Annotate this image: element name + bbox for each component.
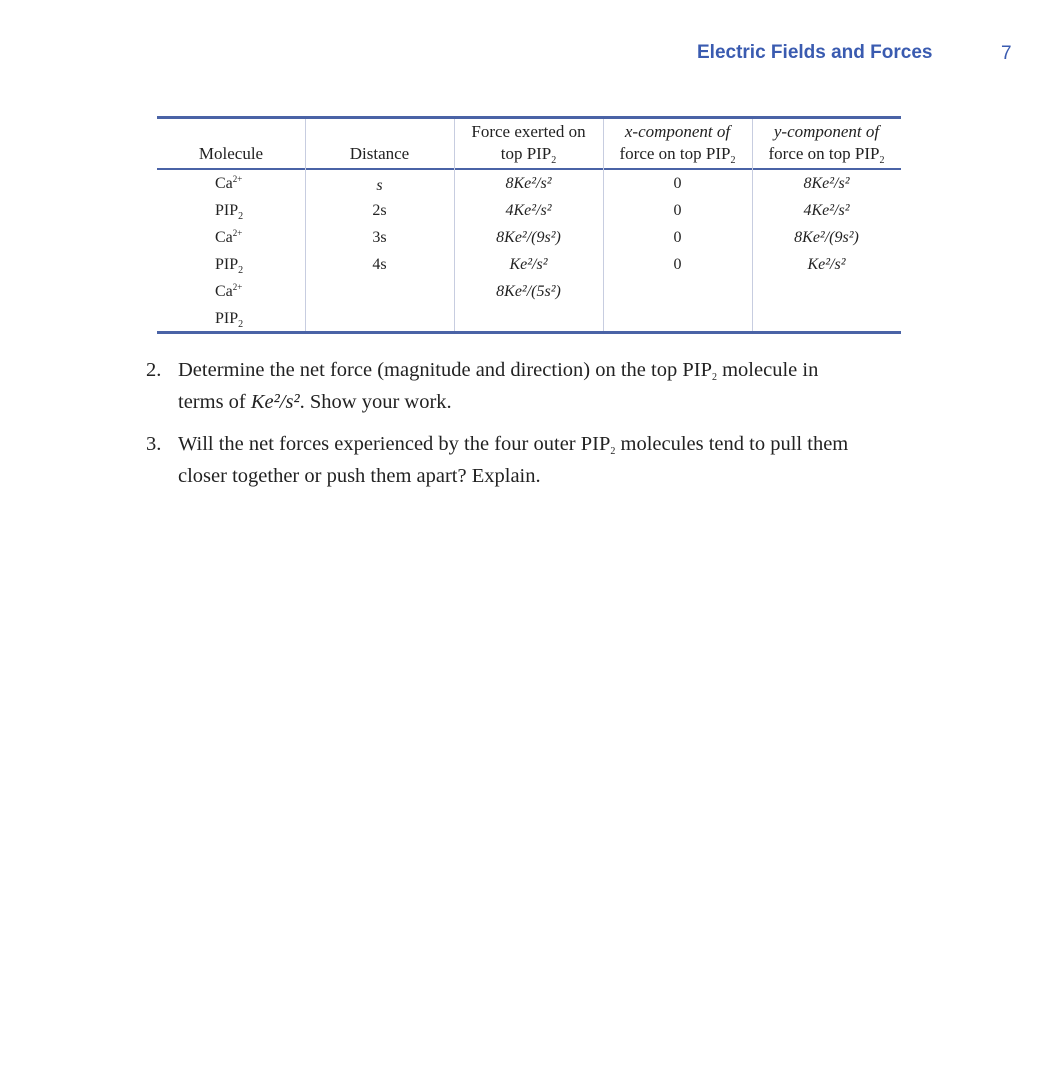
table-row-y: 8Ke²/(9s²) [794, 229, 859, 246]
table-row-molecule: $PIP_2$ [215, 310, 244, 330]
table-row-x: 0 [673, 175, 682, 192]
table-row-force: 8Ke²/(5s²) [496, 283, 561, 300]
header-molecule: Molecule [198, 144, 264, 163]
question-text: Determine the net force (magnitude and direction) on the top $PIP_2$ molecule in terms of Ke²/s². Show your work. [178, 359, 819, 413]
table-row-force: 8Ke²/s² [505, 175, 552, 192]
table-row-molecule: $Ca^{2+}$ [215, 174, 243, 192]
table-row-molecule: $PIP_2$ [215, 256, 244, 276]
header-force-line2: top $PIP_2$ [500, 144, 557, 166]
header-x-line1: x-component of [624, 122, 731, 141]
header-y-component [752, 121, 901, 165]
table-row-force: Ke²/s² [509, 256, 548, 273]
table-row-distance: 3s [372, 229, 387, 246]
table-row-y: Ke²/s² [807, 256, 846, 273]
table-row-force: 8Ke²/(9s²) [496, 229, 561, 246]
table-row-distance: s [376, 177, 383, 194]
header-y-line1: y-component of [773, 122, 880, 141]
table-bottom-rule [157, 331, 901, 334]
question-number: 3. [146, 433, 162, 455]
header-x-component [603, 121, 752, 165]
header-x-line2: force on top $PIP_2$ [619, 144, 736, 166]
table-row-x: 0 [673, 229, 682, 246]
header-force-line1: Force exerted on [471, 122, 586, 141]
question-text: Will the net forces experienced by the four outer $PIP_2$ molecules tend to pull them closer together or push them apart? Explain. [178, 433, 849, 487]
page-number: 7 [1001, 43, 1012, 64]
table-row-molecule: $PIP_2$ [215, 202, 244, 222]
question-number: 2. [146, 359, 162, 381]
header-y-line2: force on top $PIP_2$ [768, 144, 885, 166]
table-row-molecule: $Ca^{2+}$ [215, 282, 243, 300]
table-row-x: 0 [673, 202, 682, 219]
table-row-y: 8Ke²/s² [803, 175, 850, 192]
table-row-force: 4Ke²/s² [505, 202, 552, 219]
table-row-distance: 4s [372, 256, 387, 273]
header-force [454, 121, 603, 165]
table-row-x: 0 [673, 256, 682, 273]
section-title: Electric Fields and Forces [697, 42, 933, 63]
table-top-rule [157, 116, 901, 119]
table-row-y: 4Ke²/s² [803, 202, 850, 219]
header-distance: Distance [349, 144, 410, 163]
table-header-rule [157, 168, 901, 170]
table-row-distance: 2s [372, 202, 387, 219]
force-table [157, 116, 901, 336]
table-row-molecule: $Ca^{2+}$ [215, 228, 243, 246]
